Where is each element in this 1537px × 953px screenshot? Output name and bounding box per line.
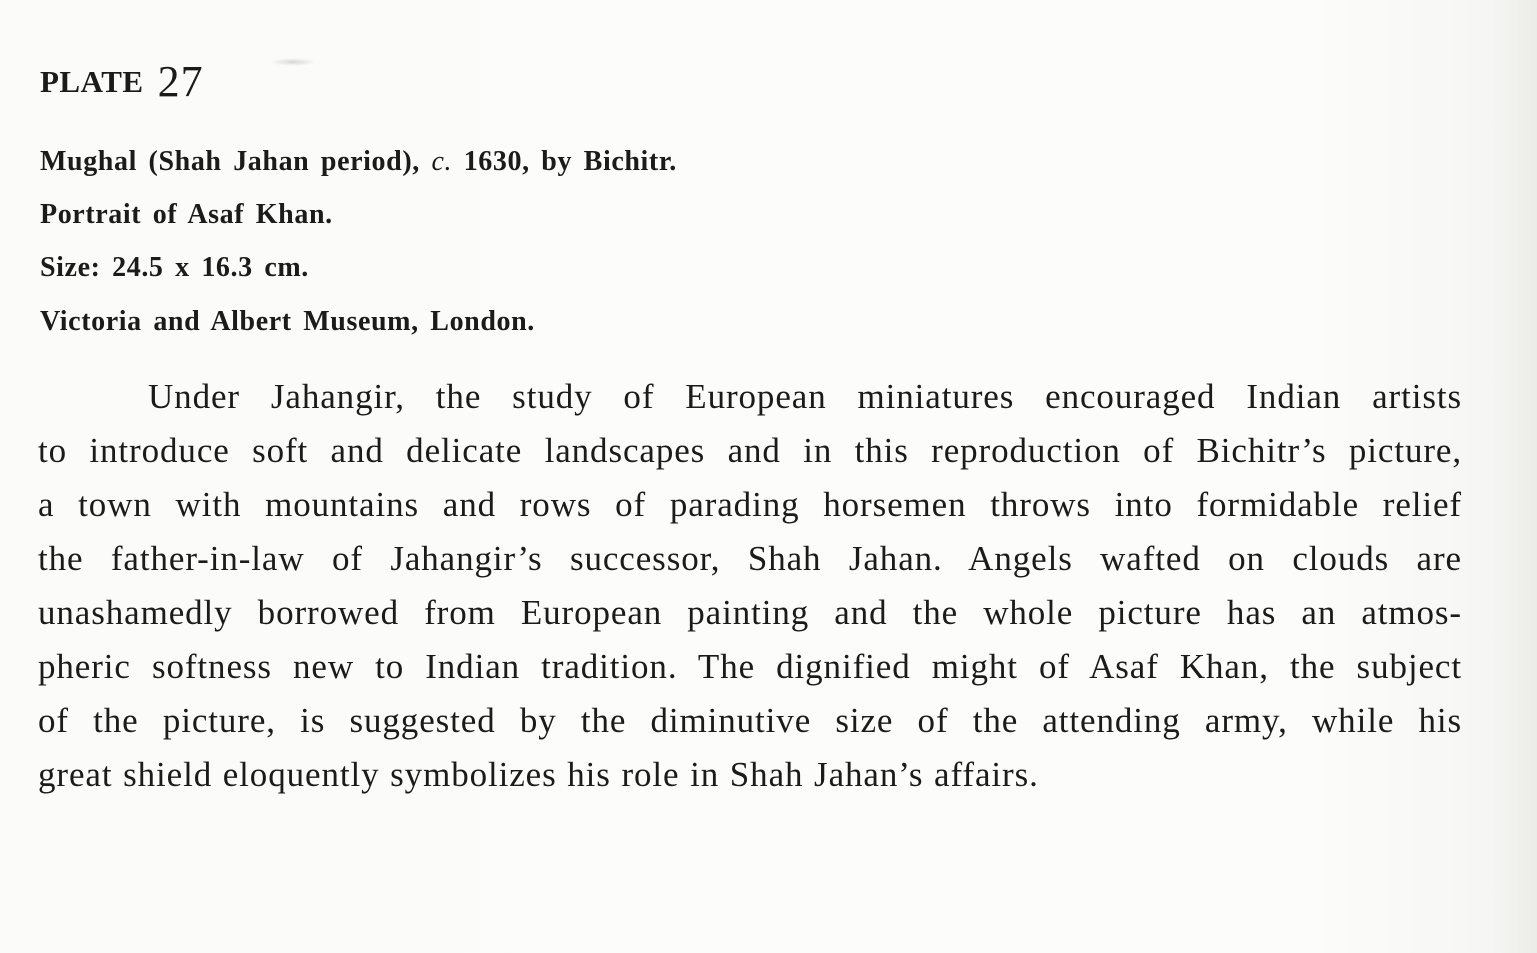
caption-collection: Victoria and Albert Museum, London. [40,306,535,337]
caption-origin-pre: Mughal (Shah Jahan period), [40,146,420,177]
body-line: the father-in-law of Jahangir’s successor, Shah Jahan. Angels wafted on clouds are [38,539,1462,578]
plate-number: 27 [157,57,204,106]
body-line: to introduce soft and delicate landscapes and in this reproduction of Bichitr’s picture, [38,431,1462,470]
body-line: unashamedly borrowed from European painting and the whole picture has an atmos- [38,593,1462,632]
body-line: pheric softness new to Indian tradition. The dignified might of Asaf Khan, the subject [38,647,1462,686]
body-line: of the picture, is suggested by the diminutive size of the attending army, while his [38,701,1462,740]
caption-origin [40,146,677,178]
body-line: a town with mountains and rows of parading horsemen throws into formidable relief [38,485,1462,524]
caption-title: Portrait of Asaf Khan. [40,199,333,230]
plate-label: PLATE [40,64,144,99]
caption-size: Size: 24.5 x 16.3 cm. [40,252,309,283]
caption-origin-circa: c. [431,146,453,177]
print-smudge [270,58,316,66]
body-line: Under Jahangir, the study of European miniatures encouraged Indian artists [148,377,1462,416]
caption-origin-post: 1630, by Bichitr. [463,146,677,177]
body-line: great shield eloquently symbolizes his role in Shah Jahan’s affairs. [38,755,1039,794]
plate-heading [40,52,204,106]
body-paragraph [38,370,1462,802]
